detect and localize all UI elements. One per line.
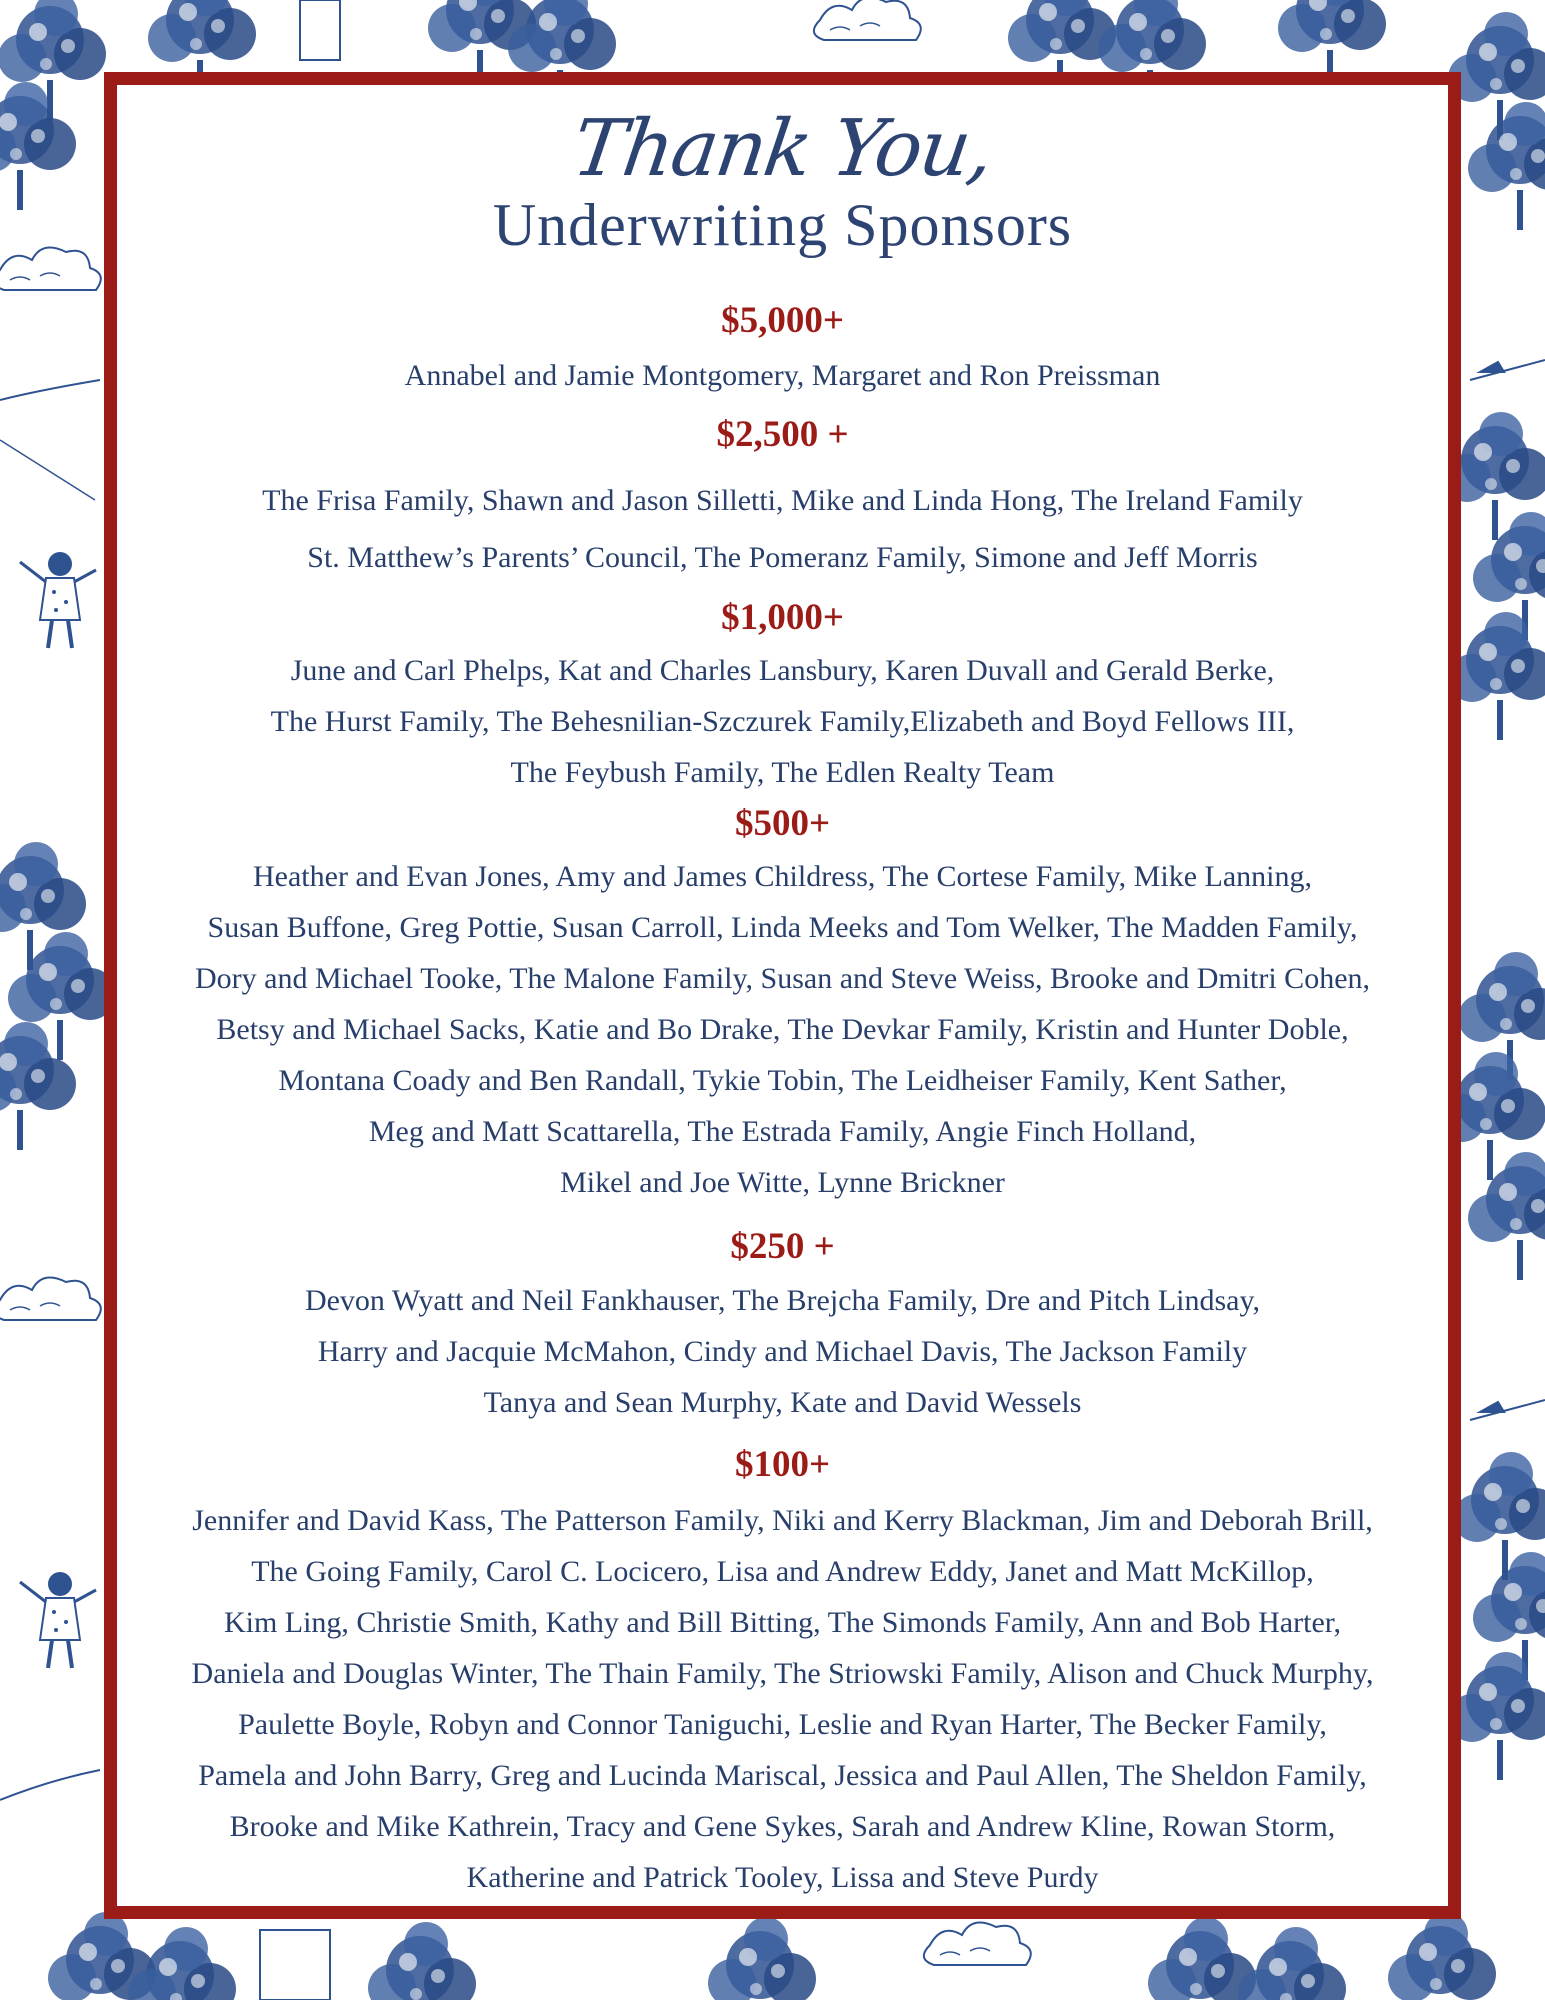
sponsor-line: Kim Ling, Christie Smith, Kathy and Bill Bitting, The Simonds Family, Ann and Bob Harter, <box>223 1606 1342 1639</box>
sponsor-line: St. Matthew’s Parents’ Council, The Pomeranz Family, Simone and Jeff Morris <box>307 541 1258 574</box>
sponsor-line: Annabel and Jamie Montgomery, Margaret and Ron Preissman <box>404 359 1161 392</box>
thank-you-script-title: Thank You, <box>567 104 998 194</box>
sponsor-line: Dory and Michael Tooke, The Malone Family, Susan and Steve Weiss, Brooke and Dmitri Cohen, <box>194 962 1371 995</box>
tier-names-100 <box>117 1495 1448 1903</box>
sponsor-line: Pamela and John Barry, Greg and Lucinda Mariscal, Jessica and Paul Allen, The Sheldon Family, <box>198 1759 1367 1792</box>
sponsor-line: Paulette Boyle, Robyn and Connor Taniguchi, Leslie and Ryan Harter, The Becker Family, <box>238 1708 1327 1741</box>
sponsor-line: The Going Family, Carol C. Locicero, Lisa and Andrew Eddy, Janet and Matt McKillop, <box>251 1555 1314 1588</box>
sponsor-line: Brooke and Mike Kathrein, Tracy and Gene Sykes, Sarah and Andrew Kline, Rowan Storm, <box>229 1810 1336 1843</box>
tier-label-500: $500+ <box>734 803 831 844</box>
sponsor-line: Montana Coady and Ben Randall, Tykie Tobin, The Leidheiser Family, Kent Sather, <box>278 1064 1287 1097</box>
sponsor-line: Susan Buffone, Greg Pottie, Susan Carroll, Linda Meeks and Tom Welker, The Madden Family, <box>207 911 1358 944</box>
sponsor-line: The Hurst Family, The Behesnilian-Szczurek Family,Elizabeth and Boyd Fellows III, <box>270 705 1295 738</box>
sponsor-line: Jennifer and David Kass, The Patterson Family, Niki and Kerry Blackman, Jim and Deborah Brill, <box>192 1504 1373 1537</box>
sponsor-line: Harry and Jacquie McMahon, Cindy and Michael Davis, The Jackson Family <box>317 1335 1248 1368</box>
tier-names-1000 <box>117 645 1448 798</box>
tier-label-1000: $1,000+ <box>721 597 844 638</box>
tier-label-100: $100+ <box>734 1444 831 1485</box>
sponsor-line: Katherine and Patrick Tooley, Lissa and Steve Purdy <box>466 1861 1099 1894</box>
sponsor-line: The Frisa Family, Shawn and Jason Silletti, Mike and Linda Hong, The Ireland Family <box>262 484 1303 517</box>
sponsor-line: Mikel and Joe Witte, Lynne Brickner <box>560 1166 1005 1199</box>
sponsor-line: June and Carl Phelps, Kat and Charles Lansbury, Karen Duvall and Gerald Berke, <box>290 654 1275 687</box>
sponsor-line: Meg and Matt Scattarella, The Estrada Family, Angie Finch Holland, <box>368 1115 1197 1148</box>
tier-names-5000 <box>117 350 1448 401</box>
sponsor-line: Heather and Evan Jones, Amy and James Childress, The Cortese Family, Mike Lanning, <box>253 860 1312 893</box>
sponsor-line: Devon Wyatt and Neil Fankhauser, The Brejcha Family, Dre and Pitch Lindsay, <box>304 1284 1261 1317</box>
sponsor-line: The Feybush Family, The Edlen Realty Team <box>510 756 1055 789</box>
sponsor-line: Tanya and Sean Murphy, Kate and David Wessels <box>483 1386 1082 1419</box>
tier-names-2500 <box>117 475 1448 583</box>
tier-label-2500: $2,500 + <box>716 414 849 455</box>
sponsor-panel <box>104 72 1461 1919</box>
tier-names-500 <box>117 851 1448 1208</box>
sponsor-line: Betsy and Michael Sacks, Katie and Bo Drake, The Devkar Family, Kristin and Hunter Doble, <box>216 1013 1349 1046</box>
tier-label-250: $250 + <box>730 1226 835 1267</box>
sponsor-line: Daniela and Douglas Winter, The Thain Family, The Striowski Family, Alison and Chuck Murphy, <box>191 1657 1374 1690</box>
tier-names-250 <box>117 1275 1448 1428</box>
tier-label-5000: $5,000+ <box>721 300 844 341</box>
page-title: Underwriting Sponsors <box>492 192 1073 258</box>
